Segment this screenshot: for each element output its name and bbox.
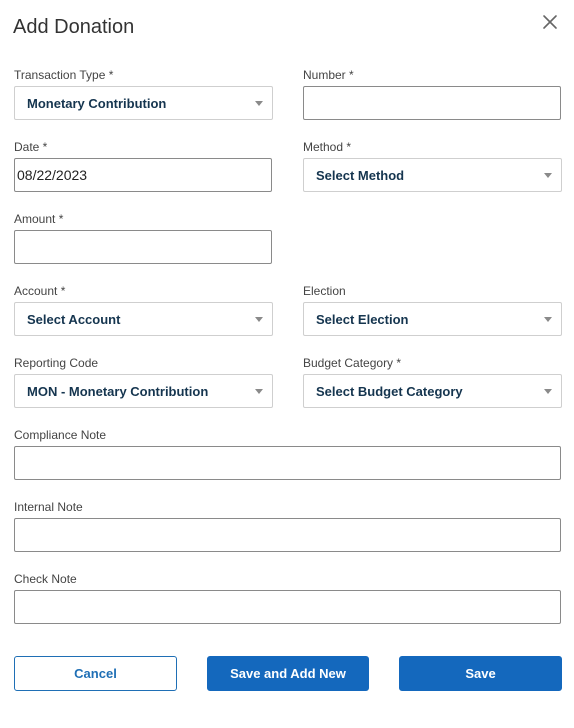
compliance-note-field [14, 428, 561, 480]
internal-note-field [14, 500, 561, 552]
budget-category-select[interactable] [303, 374, 562, 408]
account-value: Select Account [27, 312, 121, 327]
amount-label: Amount * [14, 212, 64, 226]
method-field [303, 140, 562, 192]
close-button[interactable] [540, 12, 560, 32]
dialog-title: Add Donation [13, 16, 135, 38]
reporting-code-value: MON - Monetary Contribution [27, 384, 209, 399]
compliance-note-input[interactable] [14, 446, 561, 480]
amount-field [14, 212, 272, 264]
internal-note-label: Internal Note [14, 500, 83, 514]
chevron-down-icon [544, 317, 552, 322]
number-input[interactable] [303, 86, 561, 120]
save-button[interactable]: Save [399, 656, 562, 691]
reporting-code-label: Reporting Code [14, 356, 99, 370]
method-select[interactable] [303, 158, 562, 192]
number-field [303, 68, 561, 120]
budget-category-value: Select Budget Category [316, 384, 463, 399]
amount-input[interactable] [14, 230, 272, 264]
account-label: Account * [14, 284, 66, 298]
reporting-code-field [14, 356, 273, 408]
account-select[interactable] [14, 302, 273, 336]
election-field [303, 284, 562, 336]
compliance-note-label: Compliance Note [14, 428, 107, 442]
chevron-down-icon [544, 173, 552, 178]
chevron-down-icon [255, 101, 263, 106]
chevron-down-icon [544, 389, 552, 394]
chevron-down-icon [255, 317, 263, 322]
date-input[interactable] [14, 158, 272, 192]
date-field [14, 140, 272, 192]
method-label: Method * [303, 140, 352, 154]
date-label: Date * [14, 140, 48, 154]
transaction-type-field [14, 68, 273, 120]
chevron-down-icon [255, 389, 263, 394]
election-select[interactable] [303, 302, 562, 336]
account-field [14, 284, 273, 336]
close-icon [540, 12, 560, 32]
transaction-type-label: Transaction Type * [14, 68, 114, 82]
check-note-label: Check Note [14, 572, 77, 586]
internal-note-input[interactable] [14, 518, 561, 552]
budget-category-label: Budget Category * [303, 356, 402, 370]
check-note-input[interactable] [14, 590, 561, 624]
method-value: Select Method [316, 168, 405, 183]
election-value: Select Election [316, 312, 409, 327]
election-label: Election [303, 284, 346, 298]
number-label: Number * [303, 68, 354, 82]
transaction-type-value: Monetary Contribution [27, 96, 167, 111]
budget-category-field [303, 356, 562, 408]
save-and-add-new-button[interactable]: Save and Add New [207, 656, 369, 691]
transaction-type-select[interactable] [14, 86, 273, 120]
check-note-field [14, 572, 561, 624]
cancel-button[interactable]: Cancel [14, 656, 177, 691]
reporting-code-select[interactable] [14, 374, 273, 408]
